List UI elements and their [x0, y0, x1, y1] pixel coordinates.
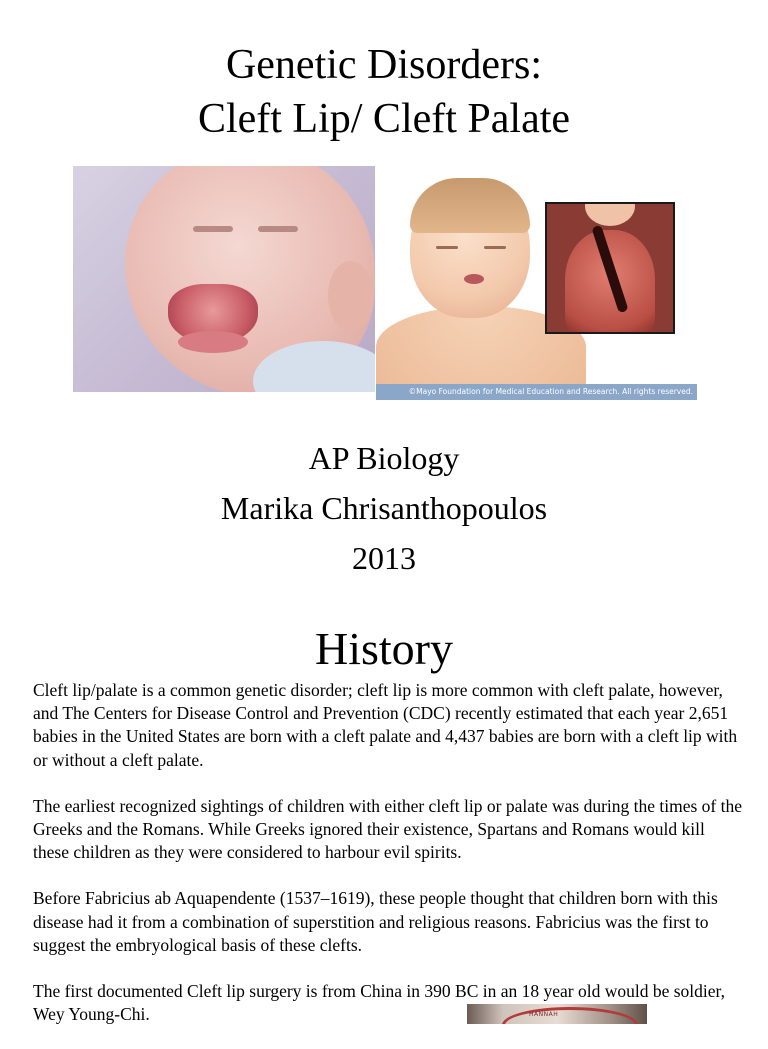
- history-paragraph: Cleft lip/palate is a common genetic disorder; cleft lip is more common with cleft palate, however, and The Centers for Disease Control and Prevention (CDC) recently estimated that each year 2,651 babies in the United States are born with a cleft palate and 4,437 babies are born with a cleft lip with or without a cleft palate.: [33, 680, 738, 770]
- history-heading: History: [315, 623, 453, 674]
- image-copyright: ©Mayo Foundation for Medical Education and Research. All rights reserved.: [376, 384, 697, 400]
- cleft-illustration: [376, 166, 698, 400]
- title-slide-info: [0, 433, 768, 583]
- title-line-1: Genetic Disorders:: [225, 42, 543, 88]
- history-paragraph: The earliest recognized sightings of children with either cleft lip or palate was during the times of the Greeks and the Romans. While Greeks ignored their existence, Spartans and Romans would kill these children as they were considered to harbour evil spirits.: [33, 795, 743, 863]
- photo-stamp-text: HANNAH: [529, 1011, 559, 1018]
- cleft-palate-inset: [545, 202, 675, 334]
- infant-cleft-lip-photo: [73, 166, 375, 392]
- title-line-2: Cleft Lip/ Cleft Palate: [197, 96, 571, 142]
- course-name: AP Biology: [308, 440, 460, 476]
- history-paragraph: The first documented Cleft lip surgery is from China in 390 BC in an 18 year old would be soldier, Wey Young-Chi.: [33, 981, 726, 1025]
- page-title: [0, 38, 768, 146]
- history-body: [33, 679, 743, 1049]
- author-name: Marika Chrisanthopoulos: [220, 490, 548, 526]
- year: 2013: [352, 540, 416, 576]
- history-paragraph: Before Fabricius ab Aquapendente (1537–1619), these people thought that children born with this disease had it from a combination of superstition and religious reasons. Fabricius was the first to suggest the embryological basis of these clefts.: [33, 888, 718, 955]
- historical-photo: [467, 1004, 647, 1024]
